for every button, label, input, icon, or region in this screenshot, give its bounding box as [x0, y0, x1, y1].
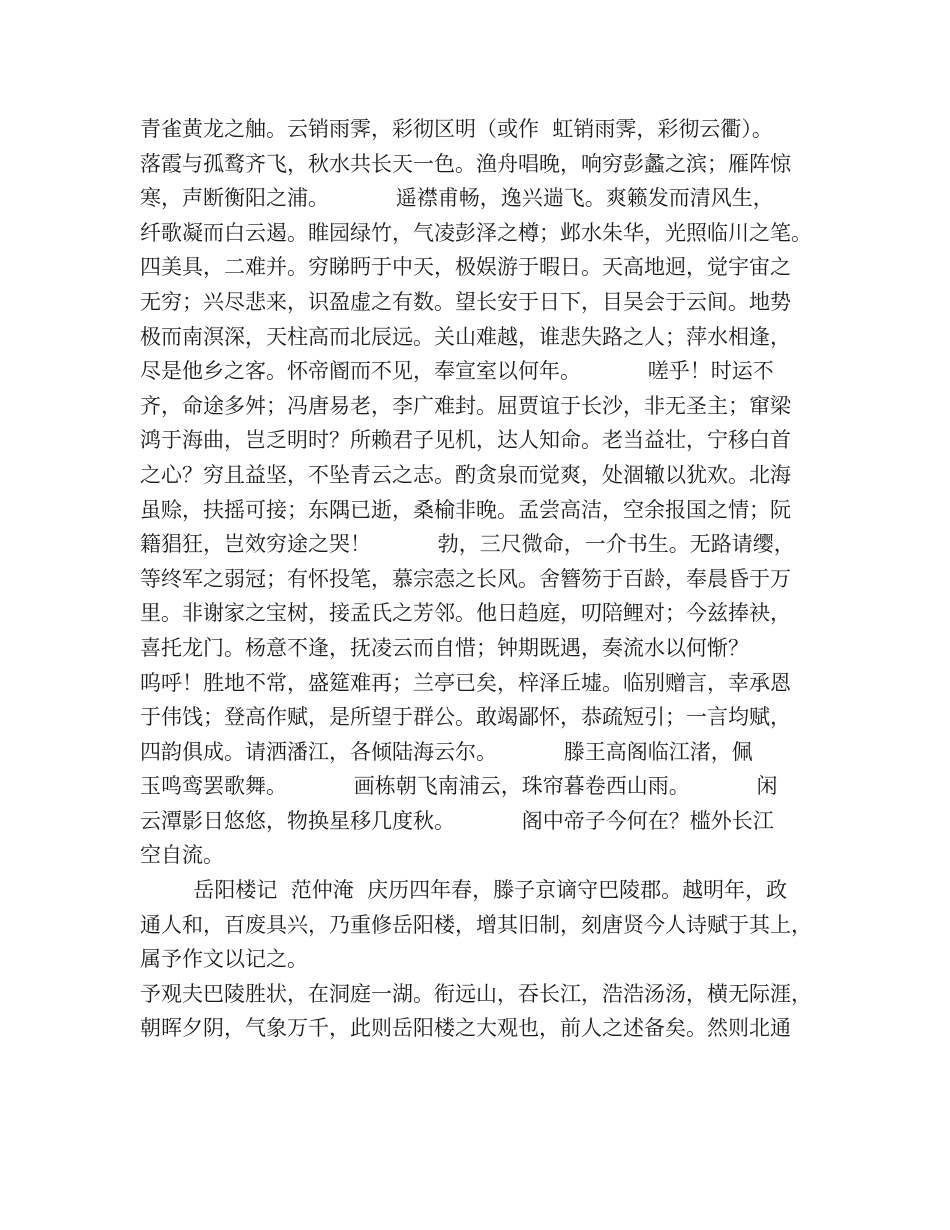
document-body	[140, 112, 840, 1046]
text-line: 岳阳楼记 范仲淹 庆历四年春，滕子京谪守巴陵郡。越明年，政	[140, 878, 788, 903]
text-line: 纤歌凝而白云遏。睢园绿竹，气凌彭泽之樽；邺水朱华，光照临川之笔。	[140, 220, 812, 245]
text-line: 呜呼！胜地不常，盛筵难再；兰亭已矣，梓泽丘墟。临别赠言，幸承恩	[140, 670, 791, 695]
text-line: 空自流。	[140, 843, 224, 868]
text-line: 极而南溟深，天柱高而北辰远。关山难越，谁悲失路之人；萍水相逢，	[140, 324, 791, 349]
text-line: 属予作文以记之。	[140, 947, 308, 972]
text-line: 四美具，二难并。穷睇眄于中天，极娱游于暇日。天高地迥，觉宇宙之	[140, 255, 791, 280]
text-line: 于伟饯；登高作赋，是所望于群公。敢竭鄙怀，恭疏短引；一言均赋，	[140, 705, 791, 730]
text-line: 朝晖夕阴，气象万千，此则岳阳楼之大观也，前人之述备矣。然则北通	[140, 1016, 791, 1041]
text-line: 四韵俱成。请洒潘江，各倾陆海云尔。 滕王高阁临江渚，佩	[140, 739, 753, 764]
text-line: 籍猖狂，岂效穷途之哭！ 勃，三尺微命，一介书生。无路请缨，	[140, 532, 795, 557]
text-line: 云潭影日悠悠，物换星移几度秋。 阁中帝子今何在？槛外长江	[140, 808, 774, 833]
text-line: 无穷；兴尽悲来，识盈虚之有数。望长安于日下，目吴会于云间。地势	[140, 289, 791, 314]
text-line: 之心？穷且益坚，不坠青云之志。酌贪泉而觉爽，处涸辙以犹欢。北海	[140, 462, 791, 487]
text-line: 喜托龙门。杨意不逢，抚凌云而自惜；钟期既遇，奏流水以何惭？	[140, 635, 749, 660]
text-line: 青雀黄龙之舳。云销雨霁，彩彻区明（或作 虹销雨霁，彩彻云衢）。	[140, 117, 773, 141]
text-line: 虽赊，扶摇可接；东隅已逝，桑榆非晚。孟尝高洁，空余报国之情；阮	[140, 497, 791, 522]
text-line: 予观夫巴陵胜状，在洞庭一湖。衔远山，吞长江，浩浩汤汤，横无际涯，	[140, 981, 812, 1006]
text-line: 齐，命途多舛；冯唐易老，李广难封。屈贾谊于长沙，非无圣主；窜梁	[140, 393, 791, 418]
text-line: 玉鸣鸾罢歌舞。 画栋朝飞南浦云，珠帘暮卷西山雨。 闲	[140, 774, 778, 799]
text-line: 寒，声断衡阳之浦。 遥襟甫畅，逸兴遄飞。爽籁发而清风生，	[140, 186, 774, 211]
text-line: 尽是他乡之客。怀帝阍而不见，奉宣室以何年。 嗟乎！时运不	[140, 359, 774, 384]
text-line: 落霞与孤鹜齐飞，秋水共长天一色。渔舟唱晚，响穷彭蠡之滨；雁阵惊	[140, 151, 791, 176]
text-line: 里。非谢家之宝树，接孟氏之芳邻。他日趋庭，叨陪鲤对；今兹捧袂，	[140, 601, 791, 626]
text-line: 鸿于海曲，岂乏明时？所赖君子见机，达人知命。老当益壮，宁移白首	[140, 428, 791, 453]
text-line: 通人和，百废具兴，乃重修岳阳楼，增其旧制，刻唐贤今人诗赋于其上，	[140, 912, 812, 937]
text-line: 等终军之弱冠；有怀投笔，慕宗悫之长风。舍簪笏于百龄，奉晨昏于万	[140, 566, 791, 591]
